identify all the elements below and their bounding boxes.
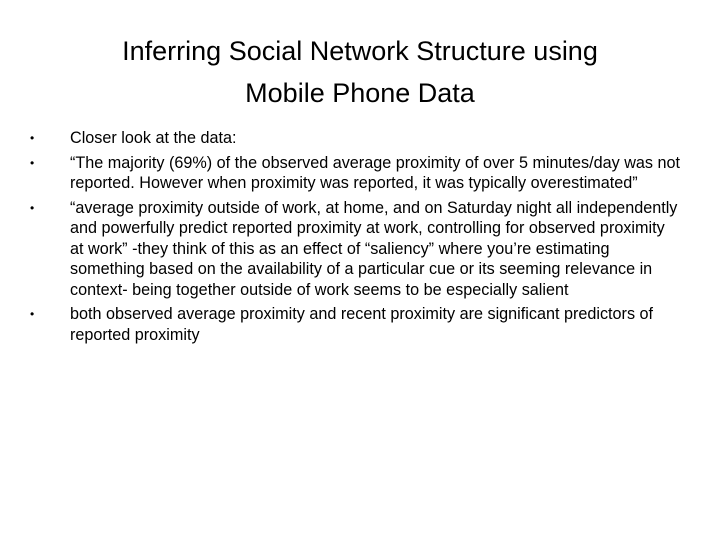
- bullet-dot-icon: •: [30, 200, 35, 215]
- bullet-dot-icon: •: [30, 155, 35, 170]
- bullet-item: [30, 304, 680, 345]
- bullet-text: Closer look at the data:: [70, 129, 237, 147]
- bullet-text: “The majority (69%) of the observed average proximity of over 5 minutes/day was not reported. However when proximity was reported, it was typically overestimated”: [70, 153, 681, 192]
- bullet-dot-icon: •: [30, 307, 35, 321]
- bullet-text: both observed average proximity and recent proximity are significant predictors of reported proximity: [70, 305, 654, 344]
- bullet-item: [30, 128, 680, 149]
- slide-title: [40, 30, 680, 114]
- bullet-item: [30, 153, 680, 194]
- bullet-dot-icon: •: [30, 131, 35, 145]
- slide-title-line-2: Mobile Phone Data: [245, 78, 475, 108]
- bullet-item: [30, 198, 680, 301]
- slide-title-line-1: Inferring Social Network Structure using: [122, 36, 598, 66]
- bullet-text: “average proximity outside of work, at home, and on Saturday night all independently and powerfully predict reported proximity at work, controlling for observed proximity at work” -they think of this as an effect of “saliency” where you’re estimating something based on the availability of a particular cue or its seeming relevance in context- being together outside of work seems to be especially salient: [70, 198, 678, 299]
- bullet-list: [30, 128, 680, 349]
